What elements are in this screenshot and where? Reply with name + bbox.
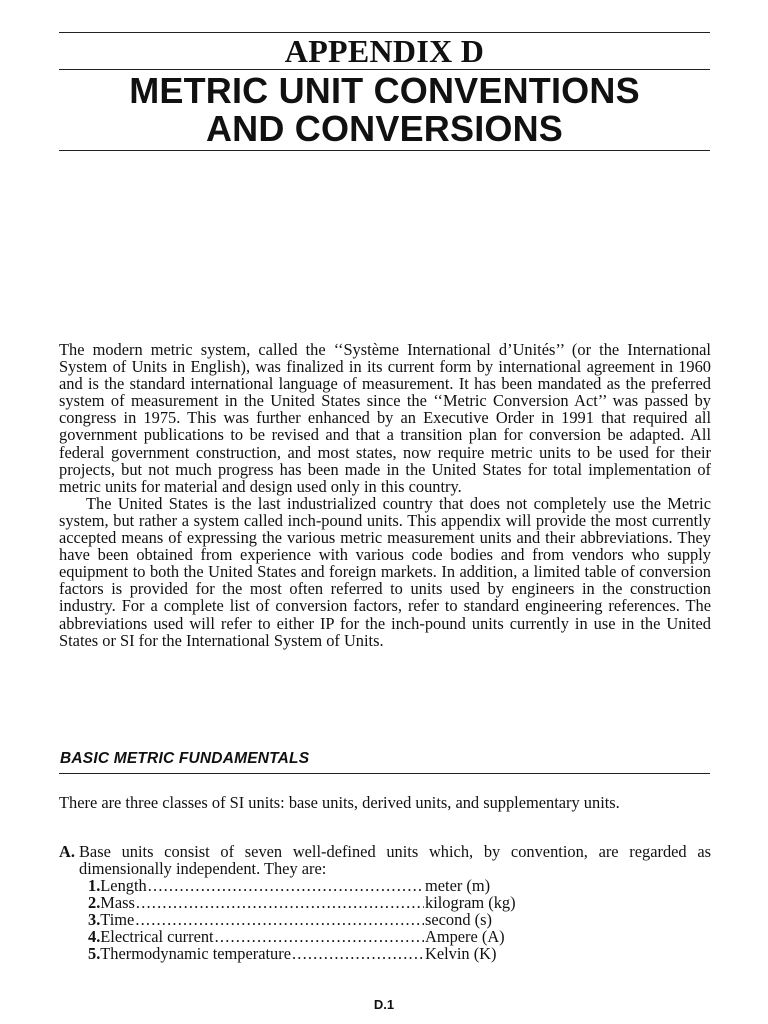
appendix-label: APPENDIX D — [284, 33, 485, 69]
list-item — [88, 928, 568, 945]
dot-leader — [136, 894, 424, 911]
section-rule — [59, 773, 710, 774]
list-item — [88, 894, 568, 911]
base-unit-name: second (s) — [425, 910, 492, 930]
list-item-a-text: Base units consist of seven well-defined units which, by convention, are regarded as dimensionally independent. They are: — [79, 842, 711, 879]
page-number: D.1 — [373, 997, 395, 1012]
base-unit-quantity: Length — [100, 876, 147, 895]
dot-leader — [292, 945, 424, 962]
base-unit-number: 3. — [88, 910, 101, 930]
base-unit-name: meter (m) — [425, 876, 491, 895]
base-unit-name: Ampere (A) — [425, 927, 505, 947]
classes-paragraph — [59, 794, 711, 811]
intro-paragraph-1: The modern metric system, called the ‘‘Système International d’Unités’’ (or the International System of Units in English), was finalized in its current form by international agreement in 1960 and is the standard international language of measurement. It has been mandated as the preferred system of measurement in the United States since the ‘‘Metric Conversion Act’’ was passed by congress in 1975. This was further enhanced by an Executive Order in 1991 that required all government publications to be revised and that a transition plan for conversion be adapted. All federal government construction, and most states, now require metric units to be used for their projects, but not much progress has been made in the United States for total implementation of metric units for material and design used only in this country. — [59, 340, 711, 496]
dot-leader — [215, 928, 424, 945]
dot-leader — [135, 911, 424, 928]
base-unit-number: 1. — [88, 876, 101, 895]
base-unit-quantity: Electrical current — [100, 927, 214, 947]
intro-paragraph-2: The United States is the last industrialized country that does not completely use the Metric system, but rather a system called inch-pound units. This appendix will provide the most currently accepted means of expressing the various metric measurement units and their abbreviations. They have been obtained from experience with various code bodies and from vendors who supply equipment to both the United States and foreign markets. In addition, a limited table of conversion factors is provided for the most often referred to units used by engineers in the construction industry. For a complete list of conversion factors, refer to standard engineering references. The abbreviations used will refer to either IP for the inch-pound units currently in use in the United States or SI for the International System of Units. — [59, 493, 711, 650]
base-unit-number: 4. — [88, 927, 101, 947]
page-title — [59, 72, 710, 148]
list-item — [88, 911, 568, 928]
base-unit-name: Kelvin (K) — [425, 944, 497, 964]
section-heading: BASIC METRIC FUNDAMENTALS — [60, 750, 310, 767]
page-title-line2: AND CONVERSIONS — [205, 108, 564, 149]
list-item — [88, 877, 568, 894]
base-unit-quantity: Thermodynamic temperature — [100, 944, 291, 964]
base-units-list — [88, 877, 568, 962]
list-item-a-letter: A. — [59, 842, 75, 861]
list-item — [88, 945, 568, 962]
list-item-a — [59, 843, 711, 877]
base-unit-quantity: Time — [100, 910, 135, 930]
base-unit-name: kilogram (kg) — [425, 893, 516, 913]
base-unit-number: 2. — [88, 893, 101, 913]
dot-leader — [148, 877, 424, 894]
base-unit-quantity: Mass — [100, 893, 135, 913]
intro-text — [59, 341, 711, 649]
header-rule-bottom — [59, 150, 710, 151]
classes-text: There are three classes of SI units: base units, derived units, and supplementary units. — [59, 793, 620, 812]
base-unit-number: 5. — [88, 944, 101, 964]
page-title-line1: METRIC UNIT CONVENTIONS — [129, 70, 640, 111]
